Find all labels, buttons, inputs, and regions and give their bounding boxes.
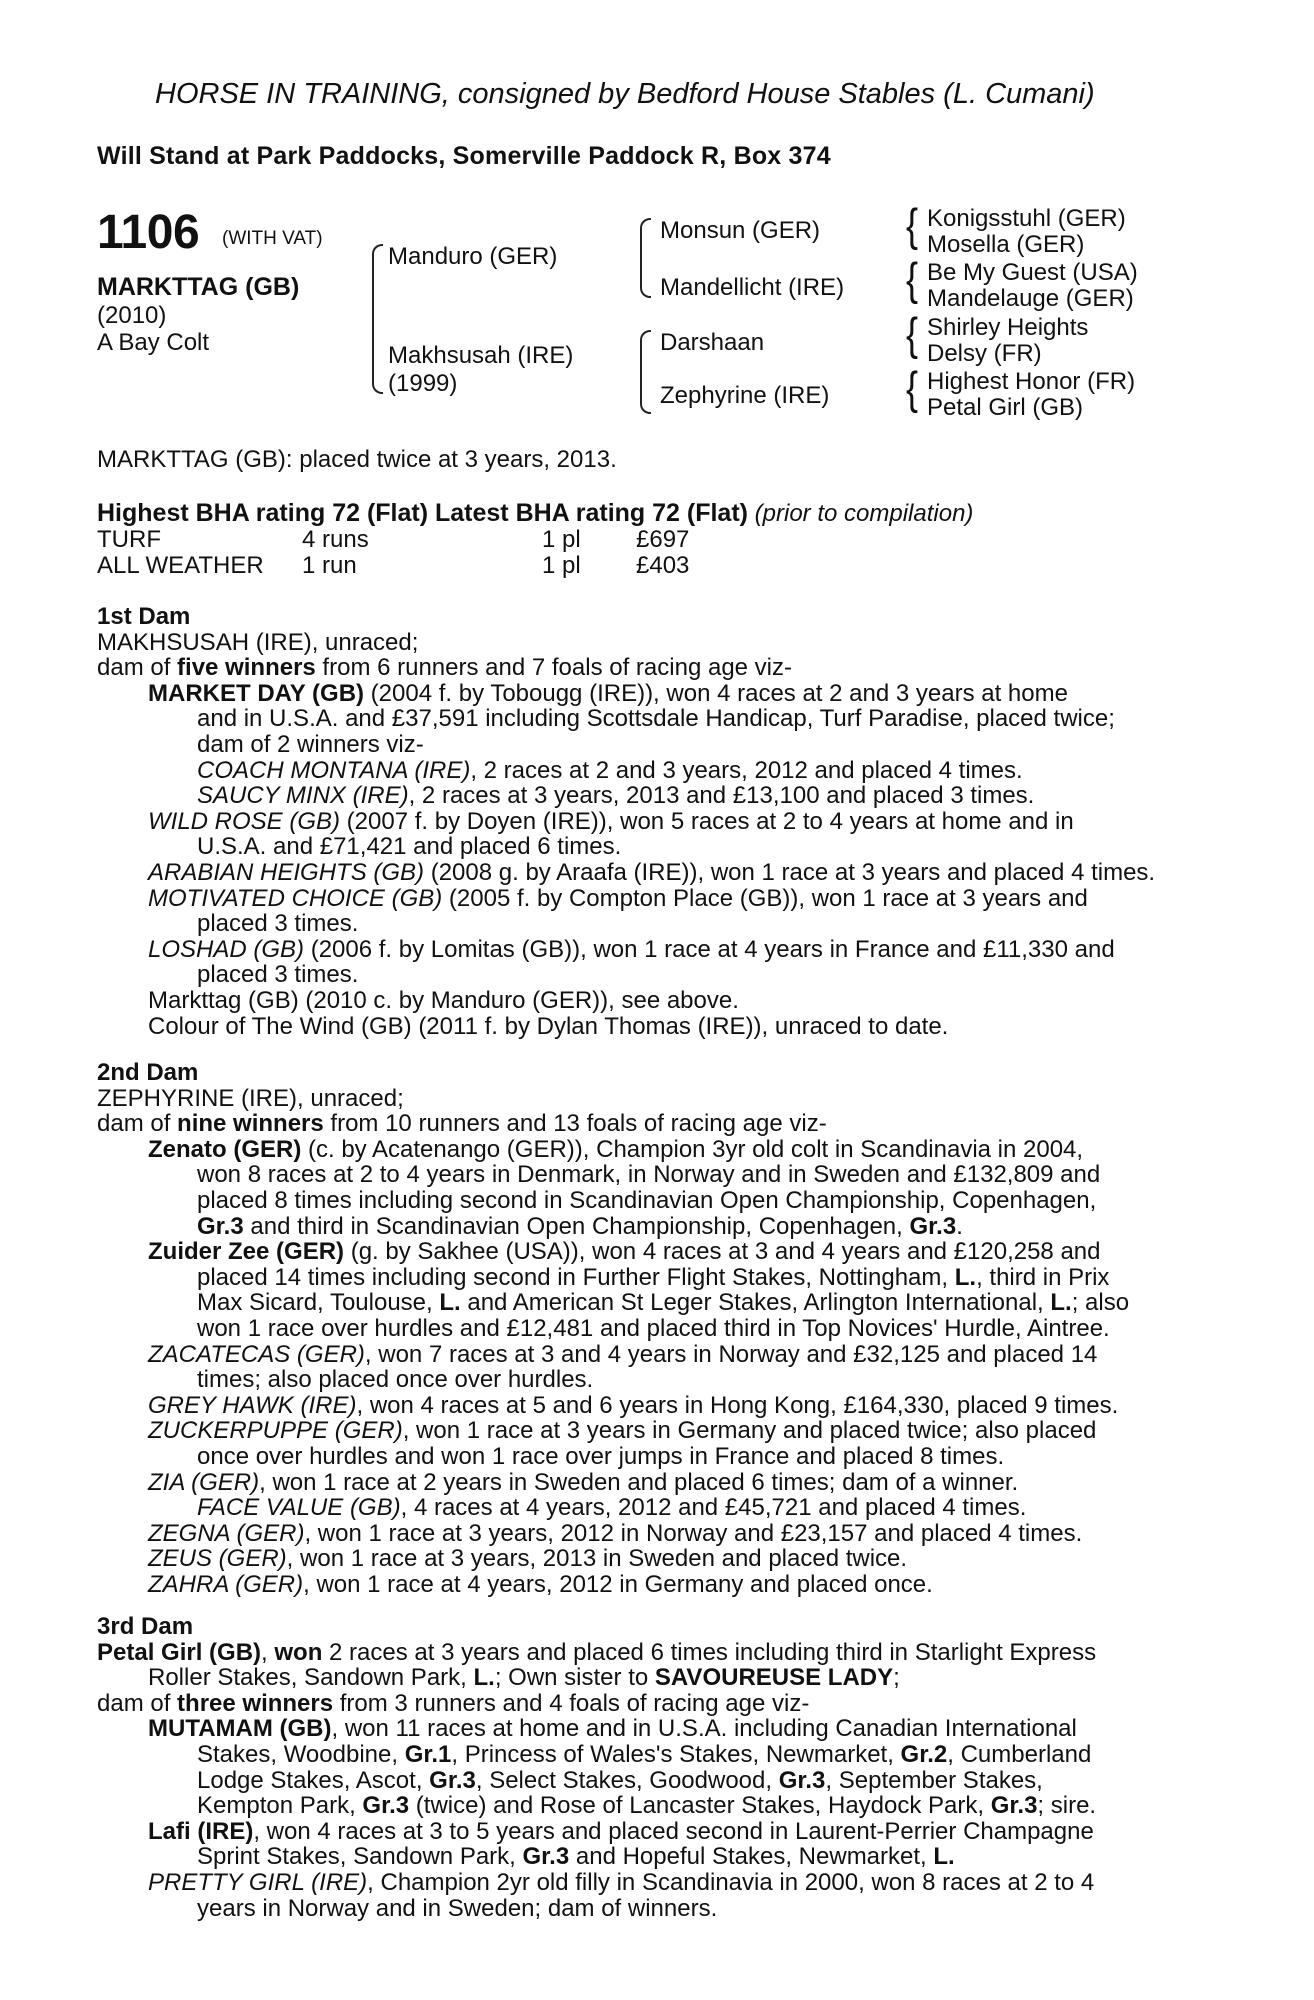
second-dam-produce: [97, 1111, 1202, 1137]
text: , won 7 races at 3 and 4 years in Norway and £32,125 and placed 14: [364, 1340, 1098, 1368]
horse-description: A Bay Colt: [97, 329, 210, 356]
text: , 4 races at 4 years, 2012 and £45,721 and placed 4 times.: [400, 1494, 1027, 1522]
text: , won 1 race at 3 years, 2012 in Norway and £23,157 and placed 4 times.: [304, 1519, 1083, 1547]
second-dam-section: [97, 1060, 1202, 1597]
progeny-name: ZIA (GER): [148, 1468, 260, 1496]
pedigree-dam-dam: Zephyrine (IRE): [660, 382, 830, 409]
list-item: [97, 681, 1202, 707]
text: , won 11 races at home and in U.S.A. including Canadian International: [331, 1715, 1077, 1743]
listed: L.: [439, 1289, 461, 1317]
grade: Gr.3: [197, 1212, 244, 1240]
progeny-name: ARABIAN HEIGHTS (GB): [148, 858, 425, 886]
text: 2 races at 3 years and placed 6 times including third in Starlight Express: [322, 1638, 1097, 1666]
pedigree-sire-dam: Mandellicht (IRE): [660, 274, 845, 301]
text: , Princess of Wales's Stakes, Newmarket,: [451, 1740, 901, 1768]
dam-name: Petal Girl (GB): [97, 1638, 262, 1666]
text: (2004 f. by Tobougg (IRE)), won 4 races at 2 and 3 years at home: [364, 679, 1068, 707]
text: Lodge Stakes, Ascot,: [197, 1766, 430, 1794]
text-line: years in Norway and in Sweden; dam of winners.: [197, 1894, 718, 1922]
listed: L.: [1050, 1289, 1072, 1317]
text: (c. by Acatenango (GER)), Champion 3yr old colt in Scandinavia in 2004,: [301, 1135, 1084, 1163]
third-dam-section: [97, 1614, 1202, 1921]
winners-count: nine winners: [177, 1110, 324, 1138]
list-item: [97, 1819, 1202, 1845]
list-item: Colour of The Wind (GB) (2011 f. by Dylan Thomas (IRE)), unraced to date.: [148, 1012, 949, 1040]
text: dam of: [97, 654, 178, 682]
text: ; sire.: [1037, 1792, 1097, 1820]
grade: Gr.1: [404, 1740, 452, 1768]
text: and American St Leger Stakes, Arlington International,: [460, 1289, 1051, 1317]
pedigree-sire-sire: Monsun (GER): [660, 217, 821, 244]
turf-label: TURF: [97, 526, 161, 553]
text: Roller Stakes, Sandown Park,: [148, 1664, 474, 1692]
text: (2005 f. by Compton Place (GB)), won 1 race at 3 years and: [442, 884, 1088, 912]
text: Sprint Stakes, Sandown Park,: [197, 1843, 523, 1871]
grade: Gr.3: [778, 1766, 826, 1794]
grade: Gr.3: [429, 1766, 476, 1794]
progeny-name: ZEGNA (GER): [148, 1519, 305, 1547]
progeny-name: LOSHAD (GB): [148, 935, 305, 963]
text: ; also: [1071, 1289, 1130, 1317]
progeny-name: ZAHRA (GER): [148, 1570, 304, 1598]
text: Kempton Park,: [197, 1792, 363, 1820]
aw-label: ALL WEATHER: [97, 552, 264, 579]
pedigree-g1: Konigsstuhl (GER): [927, 205, 1126, 232]
text-line: [97, 1793, 1202, 1819]
list-item: [97, 1870, 1202, 1896]
aw-placed: 1 pl: [542, 552, 581, 579]
text-line: once over hurdles and won 1 race over jumps in France and placed 8 times.: [197, 1442, 1005, 1470]
pedigree-bracket: [372, 244, 383, 394]
aw-runs: 1 run: [302, 552, 357, 579]
text: won: [274, 1638, 323, 1666]
page-header: HORSE IN TRAINING, consigned by Bedford House Stables (L. Cumani): [155, 78, 1095, 110]
pedigree-bracket: [640, 218, 651, 298]
text-line: won 8 races at 2 to 4 years in Denmark, in Norway and in Sweden and £132,809 and: [197, 1161, 1101, 1189]
progeny-name: Zenato (GER): [148, 1135, 302, 1163]
horse-name: MARKTTAG (GB): [97, 273, 300, 301]
list-item: Markttag (GB) (2010 c. by Manduro (GER)), see above.: [148, 986, 739, 1014]
progeny-name: ZUCKERPUPPE (GER): [148, 1417, 403, 1445]
third-dam-name: [97, 1640, 1202, 1666]
text: , won 4 races at 5 and 6 years in Hong Kong, £164,330, placed 9 times.: [356, 1391, 1119, 1419]
text: dam of: [97, 1110, 178, 1138]
list-item: [97, 1342, 1202, 1368]
text: , September Stakes,: [825, 1766, 1043, 1794]
third-dam-produce: [97, 1691, 1202, 1717]
pedigree-bracket: [640, 330, 651, 414]
progeny-name: MARKET DAY (GB): [148, 679, 365, 707]
text-line: [97, 1214, 1202, 1240]
grade: Gr.3: [362, 1792, 410, 1820]
text: and Hopeful Stakes, Newmarket,: [569, 1843, 934, 1871]
text: , won 4 races at 3 to 5 years and placed second in Laurent-Perrier Champagne: [253, 1817, 1094, 1845]
text: , third in Prix: [976, 1263, 1110, 1291]
text-line: placed 8 times including second in Scandinavian Open Championship, Copenhagen,: [197, 1186, 1097, 1214]
list-item: [97, 860, 1202, 886]
progeny-name: SAUCY MINX (IRE): [197, 782, 409, 810]
pedigree-brace: {: [906, 362, 919, 414]
second-dam-name: ZEPHYRINE (IRE), unraced;: [97, 1084, 404, 1112]
text: , won 1 race at 3 years in Germany and placed twice; also placed: [402, 1417, 1097, 1445]
grade: Gr.3: [909, 1212, 957, 1240]
text: from 3 runners and 4 foals of racing age viz-: [333, 1689, 810, 1717]
text-line: [97, 1665, 1202, 1691]
text: Stakes, Woodbine,: [197, 1740, 405, 1768]
vat-label: (WITH VAT): [222, 228, 323, 249]
bha-rating-text: Highest BHA rating 72 (Flat) Latest BHA rating 72 (Flat): [97, 499, 748, 527]
progeny-name: GREY HAWK (IRE): [148, 1391, 357, 1419]
text: , Select Stakes, Goodwood,: [475, 1766, 779, 1794]
pedigree-brace: {: [906, 199, 919, 251]
first-dam-section: [97, 604, 1202, 1039]
text-line: placed 3 times.: [197, 961, 359, 989]
text-line: won 1 race over hurdles and £12,481 and placed third in Top Novices' Hurdle, Aintree.: [197, 1314, 1110, 1342]
progeny-name: COACH MONTANA (IRE): [197, 756, 471, 784]
text: (twice) and Rose of Lancaster Stakes, Haydock Park,: [409, 1792, 991, 1820]
list-item: [97, 1546, 1202, 1572]
list-item: [97, 758, 1202, 784]
first-dam-produce: [97, 655, 1202, 681]
aw-amount: £403: [636, 552, 690, 579]
pedigree-brace: {: [906, 308, 919, 360]
grade: Gr.3: [990, 1792, 1038, 1820]
listed: L.: [473, 1664, 495, 1692]
text-line: U.S.A. and £71,421 and placed 6 times.: [197, 833, 622, 861]
text: , won 1 race at 2 years in Sweden and placed 6 times; dam of a winner.: [259, 1468, 1019, 1496]
text: (2006 f. by Lomitas (GB)), won 1 race at 4 years in France and £11,330 and: [304, 935, 1115, 963]
listed: L.: [933, 1843, 955, 1871]
first-dam-heading: 1st Dam: [97, 603, 191, 630]
pedigree-g8: Petal Girl (GB): [927, 394, 1084, 421]
first-dam-name: MAKHSUSAH (IRE), unraced;: [97, 628, 419, 656]
third-dam-heading: 3rd Dam: [97, 1613, 194, 1640]
text: , 2 races at 3 years, 2013 and £13,100 and placed 3 times.: [408, 782, 1035, 810]
text: and third in Scandinavian Open Championship, Copenhagen,: [243, 1212, 910, 1240]
pedigree-g2: Mosella (GER): [927, 231, 1085, 258]
text: from 10 runners and 13 foals of racing age viz-: [323, 1110, 827, 1138]
text-line: times; also placed once over hurdles.: [197, 1366, 594, 1394]
turf-amount: £697: [636, 526, 690, 553]
progeny-name: PRETTY GIRL (IRE): [148, 1868, 368, 1896]
text-line: [97, 1844, 1202, 1870]
pedigree-dam-year: (1999): [388, 370, 458, 397]
pedigree-dam-sire: Darshaan: [660, 329, 765, 356]
winners-count: five winners: [177, 654, 316, 682]
second-dam-heading: 2nd Dam: [97, 1059, 199, 1086]
pedigree-g7: Highest Honor (FR): [927, 368, 1136, 395]
grade: Gr.3: [522, 1843, 570, 1871]
text-line: dam of 2 winners viz-: [197, 730, 424, 758]
progeny-name: MUTAMAM (GB): [148, 1715, 332, 1743]
pedigree-dam: Makhsusah (IRE): [388, 342, 574, 369]
lot-number: 1106: [97, 206, 200, 259]
list-item: [97, 937, 1202, 963]
progeny-name: ZACATECAS (GER): [148, 1340, 365, 1368]
pedigree-sire: Manduro (GER): [388, 243, 558, 270]
winners-count: three winners: [177, 1689, 334, 1717]
text: ,: [261, 1638, 275, 1666]
pedigree-g5: Shirley Heights: [927, 314, 1089, 341]
progeny-name: ZEUS (GER): [148, 1545, 287, 1573]
text-line: and in U.S.A. and £37,591 including Scottsdale Handicap, Turf Paradise, placed twice;: [197, 705, 1115, 733]
bha-ratings: [97, 499, 973, 528]
text-line: placed 3 times.: [197, 910, 359, 938]
list-item: [97, 886, 1202, 912]
text: from 6 runners and 7 foals of racing age viz-: [315, 654, 793, 682]
list-item: [97, 1470, 1202, 1496]
text: ;: [893, 1664, 900, 1692]
text: Max Sicard, Toulouse,: [197, 1289, 440, 1317]
turf-runs: 4 runs: [302, 526, 369, 553]
list-item: [97, 809, 1202, 835]
text: (2007 f. by Doyen (IRE)), won 5 races at 2 to 4 years at home and in: [340, 807, 1074, 835]
text-line: [97, 1290, 1202, 1316]
list-item: [97, 1495, 1202, 1521]
text: , won 1 race at 3 years, 2013 in Sweden and placed twice.: [286, 1545, 908, 1573]
text: ; Own sister to: [494, 1664, 655, 1692]
list-item: [97, 783, 1202, 809]
progeny-name: WILD ROSE (GB): [148, 807, 341, 835]
list-item: [97, 1716, 1202, 1742]
text-line: [97, 1265, 1202, 1291]
progeny-name: FACE VALUE (GB): [197, 1494, 401, 1522]
text-line: [97, 1742, 1202, 1768]
text: , won 1 race at 4 years, 2012 in Germany and placed once.: [303, 1570, 933, 1598]
pedigree-g4: Mandelauge (GER): [927, 285, 1134, 312]
stand-location: Will Stand at Park Paddocks, Somerville Paddock R, Box 374: [97, 142, 831, 170]
turf-placed: 1 pl: [542, 526, 581, 553]
text: , 2 races at 2 and 3 years, 2012 and placed 4 times.: [470, 756, 1023, 784]
progeny-name: Lafi (IRE): [148, 1817, 254, 1845]
list-item: [97, 1393, 1202, 1419]
pedigree-g3: Be My Guest (USA): [927, 259, 1138, 286]
list-item: [97, 1521, 1202, 1547]
text: .: [956, 1212, 963, 1240]
progeny-name: Zuider Zee (GER): [148, 1238, 345, 1266]
list-item: [97, 1137, 1202, 1163]
listed: L.: [954, 1263, 977, 1291]
race-summary: MARKTTAG (GB): placed twice at 3 years, 2013.: [97, 446, 617, 473]
grade: Gr.2: [900, 1740, 948, 1768]
pedigree-g6: Delsy (FR): [927, 340, 1042, 367]
sister-name: SAVOUREUSE LADY: [654, 1664, 894, 1692]
text: , Cumberland: [947, 1740, 1092, 1768]
text: , Champion 2yr old filly in Scandinavia in 2000, won 8 races at 2 to 4: [367, 1868, 1095, 1896]
text: (g. by Sakhee (USA)), won 4 races at 3 and 4 years and £120,258 and: [344, 1238, 1101, 1266]
text-line: [97, 1768, 1202, 1794]
text: dam of: [97, 1689, 178, 1717]
progeny-name: MOTIVATED CHOICE (GB): [148, 884, 443, 912]
text: placed 14 times including second in Further Flight Stakes, Nottingham,: [197, 1263, 955, 1291]
pedigree-brace: {: [906, 253, 919, 305]
horse-year: (2010): [97, 302, 167, 329]
list-item: [97, 1418, 1202, 1444]
rating-note: (prior to compilation): [754, 500, 974, 527]
text: (2008 g. by Araafa (IRE)), won 1 race at 3 years and placed 4 times.: [424, 858, 1156, 886]
list-item: [97, 1239, 1202, 1265]
list-item: [97, 1572, 1202, 1598]
